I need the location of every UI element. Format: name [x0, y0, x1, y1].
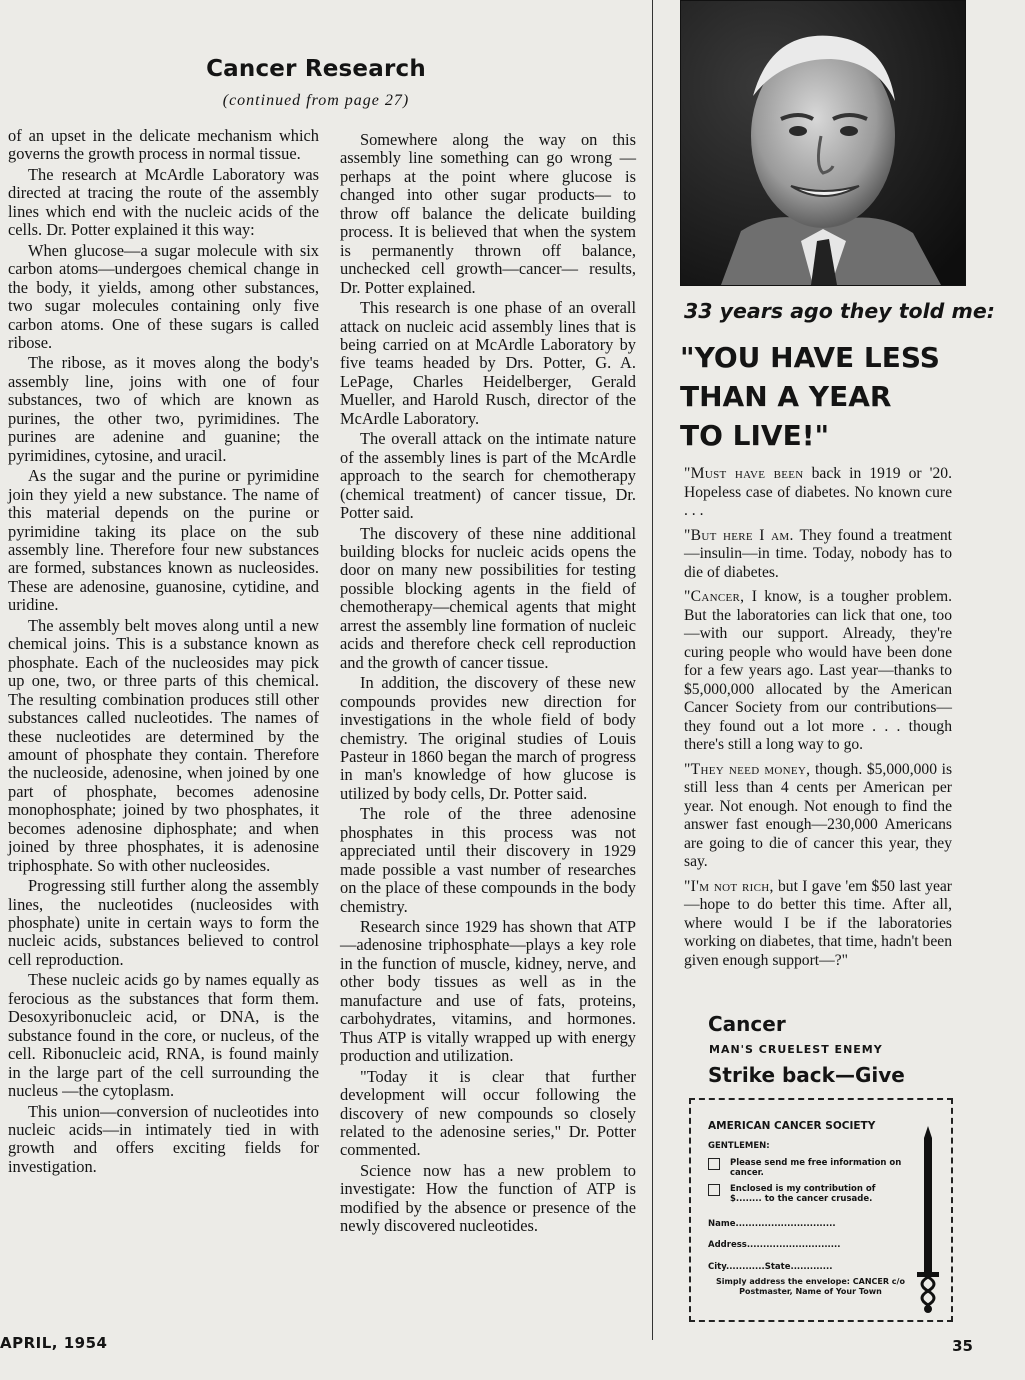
info-checkbox[interactable]: [708, 1158, 720, 1170]
city-state-field[interactable]: City............State.............: [708, 1262, 833, 1272]
ad-quote-line: "YOU HAVE LESS: [680, 341, 940, 374]
address-field[interactable]: Address.............................: [708, 1240, 841, 1250]
coupon-org: AMERICAN CANCER SOCIETY: [708, 1120, 876, 1132]
page-number: 35: [952, 1337, 973, 1355]
portrait-photo: [680, 0, 966, 286]
coupon-option-info: Please send me free information on cancer.: [708, 1158, 910, 1178]
article-paragraph: Somewhere along the way on this assembly line something can go wrong —perhaps at the point where glucose is changed into other sugar products— to throw off balance the delicate building process. It is believed that when the system is permanently thrown off balance, unchecked cell growth—cancer— results, Dr. Potter explained.: [340, 130, 636, 297]
slogan-enemy: MAN'S CRUELEST ENEMY: [709, 1043, 883, 1056]
ad-quote-line: TO LIVE!": [680, 419, 830, 452]
article-paragraph: Research since 1929 has shown that ATP—adenosine triphosphate—plays a key role in the function of muscle, kidney, nerve, and other body tissues as well as in the manufacture and use of fats, proteins, carbohydrates, vitamins, and hormones. Thus ATP is vitally wrapped up with energy production and utilization.: [340, 917, 636, 1066]
sword-emblem-icon: [913, 1124, 943, 1314]
column-divider: [652, 0, 653, 1340]
slogan-cancer: Cancer: [708, 1012, 786, 1036]
donation-coupon: [689, 1098, 953, 1322]
article-paragraph: The overall attack on the intimate nature of the assembly lines is part of the McArdle approach to the search for chemotherapy (chemical treatment) of cancer tissue, Dr. Potter said.: [340, 429, 636, 523]
article-paragraph: of an upset in the delicate mechanism which governs the growth process in normal tissue.: [8, 126, 319, 164]
article-title: Cancer Research: [206, 56, 426, 82]
article-paragraph: These nucleic acids go by names equally as ferocious as the substances that form them. Desoxyribonucleic acid, or DNA, is the substance found in the core, or nucleus, of the cell. Ribonucleic acid, RNA, is found mainly in the large part of the cell surrounding the nucleus —the cytoplasm.: [8, 970, 319, 1101]
coupon-option-contribution: Enclosed is my contribution of $........ to the cancer crusade.: [708, 1184, 910, 1204]
ad-paragraph: "Must have been back in 1919 or '20. Hopeless case of diabetes. No known cure . . .: [684, 465, 952, 519]
ad-paragraph: "They need money, though. $5,000,000 is still less than 4 cents per American per year. Not enough. Not enough to find the answer fast enough—230,000 Americans are going to die of cancer this year, they say.: [684, 760, 953, 870]
article-paragraph: The discovery of these nine additional building blocks for nucleic acids opens the door on many new possibilities for testing possible blocking agents in the field of chemotherapy—chemical agents that might arrest the assembly line formation of nucleic acids and therefore check cell reproduction and the growth of cancer tissue.: [340, 523, 636, 672]
ad-quote-line: THAN A YEAR: [680, 380, 892, 413]
coupon-salutation: GENTLEMEN:: [708, 1141, 770, 1151]
article-paragraph: The research at McArdle Laboratory was directed at tracing the route of the assembly lines which end with the nucleic acids of the cells. Dr. Potter explained it this way:: [8, 164, 319, 240]
article-column-2: [340, 131, 636, 1238]
portrait-illustration: [681, 1, 965, 285]
article-paragraph: The ribose, as it moves along the body's assembly line, joins with one of four substances, two of which are known as purines, the other two, pyrimidines. The purines are adenine and guanine; the pyrimidines, cytosine, and uracil.: [8, 353, 319, 465]
issue-date: APRIL, 1954: [0, 1334, 108, 1352]
slogan-strike-back: Strike back—Give: [708, 1063, 905, 1087]
ad-paragraph: "Cancer, I know, is a tougher problem. But the laboratories can lick that one, too—with our support. Already, they're curing people who would have been done for a few years ago. Last year—thanks to $5,000,000 allocated by the American Cancer Society from our contributions—they found out a lot more . . . though there's still a long way to go.: [684, 588, 952, 753]
contribution-checkbox[interactable]: [708, 1184, 720, 1196]
ad-paragraph: "But here I am. They found a treatment—insulin—in time. Today, nobody has to die of diabetes.: [684, 526, 952, 581]
article-paragraph: "Today it is clear that further development will occur following the discovery of new compounds so closely related to the adenosine series," Dr. Potter commented.: [340, 1066, 636, 1160]
article-paragraph: In addition, the discovery of these new compounds provides new direction for investigations in the whole field of body chemistry. The original studies of Louis Pasteur in 1860 began the march of progress in man's knowledge of how glucose is utilized by body cells, Dr. Potter said.: [340, 673, 636, 803]
article-paragraph: This research is one phase of an overall attack on nucleic acid assembly lines that is being carried on at McArdle Laboratory by five teams headed by Drs. Potter, G. A. LePage, Charles Heidelberger, Gerald Mueller, and Harold Rusch, director of the McArdle Laboratory.: [340, 298, 636, 428]
article-paragraph: When glucose—a sugar molecule with six carbon atoms—undergoes chemical change in the body, it yields, among other substances, two sugar molecules containing only five carbon atoms. One of these sugars is called ribose.: [8, 240, 319, 352]
name-field[interactable]: Name...............................: [708, 1219, 836, 1229]
article-paragraph: The assembly belt moves along until a new chemical joins. This is a substance known as phosphate. Each of the nucleosides may pick up one, two, or three parts of this chemical. The resulting combination produces still other substances called nucleotides. The names of these nucleotides are determined by the amount of phosphate they contain. Therefore the nucleoside, adenosine, when joined by one part of phosphate, becomes adenosine monophosphate; joined by two phosphates, it becomes adenosine diphosphate; and when joined by three phosphates, it is adenosine triphosphate. So with other nucleosides.: [8, 615, 319, 875]
ad-headline: 33 years ago they told me:: [684, 299, 995, 323]
article-paragraph: Progressing still further along the assembly lines, the nucleotides (nucleosides with phosphate) unite in certain ways to form the nucleic acids, substances believed to control cell reproduction.: [8, 876, 319, 969]
continued-note: (continued from page 27): [222, 92, 410, 109]
article-paragraph: This union—conversion of nucleotides into nucleic acids—in intimately tied in with growth and offers exciting fields for investigation.: [8, 1101, 319, 1176]
article-paragraph: Science now has a new problem to investigate: How the function of ATP is modified by the absence or presence of the newly discovered nucleotides.: [340, 1160, 636, 1236]
article-column-1: [8, 127, 319, 1178]
ad-paragraph: "I'm not rich, but I gave 'em $50 last year—hope to do better this time. After all, where would I be if the laboratories working on diabetes, that time, hadn't been given enough support—?": [684, 877, 952, 969]
ad-body: [684, 465, 952, 976]
article-paragraph: As the sugar and the purine or pyrimidine join they yield a new substance. The name of this material depends on the purine or pyrimidine taking its place on the sub assembly line. Therefore four new substances are formed, substances known as nucleosides. These are adenosine, guanosine, cytidine, and uridine.: [8, 466, 319, 615]
ad-quote: [680, 338, 940, 455]
coupon-note: Simply address the envelope: CANCER c/o Postmaster, Name of Your Town: [716, 1277, 905, 1296]
article-paragraph: The role of the three adenosine phosphates in this process was not appreciated until their discovery in 1929 made possible a vast number of researches on the place of these compounds in the body chemistry.: [340, 804, 636, 916]
